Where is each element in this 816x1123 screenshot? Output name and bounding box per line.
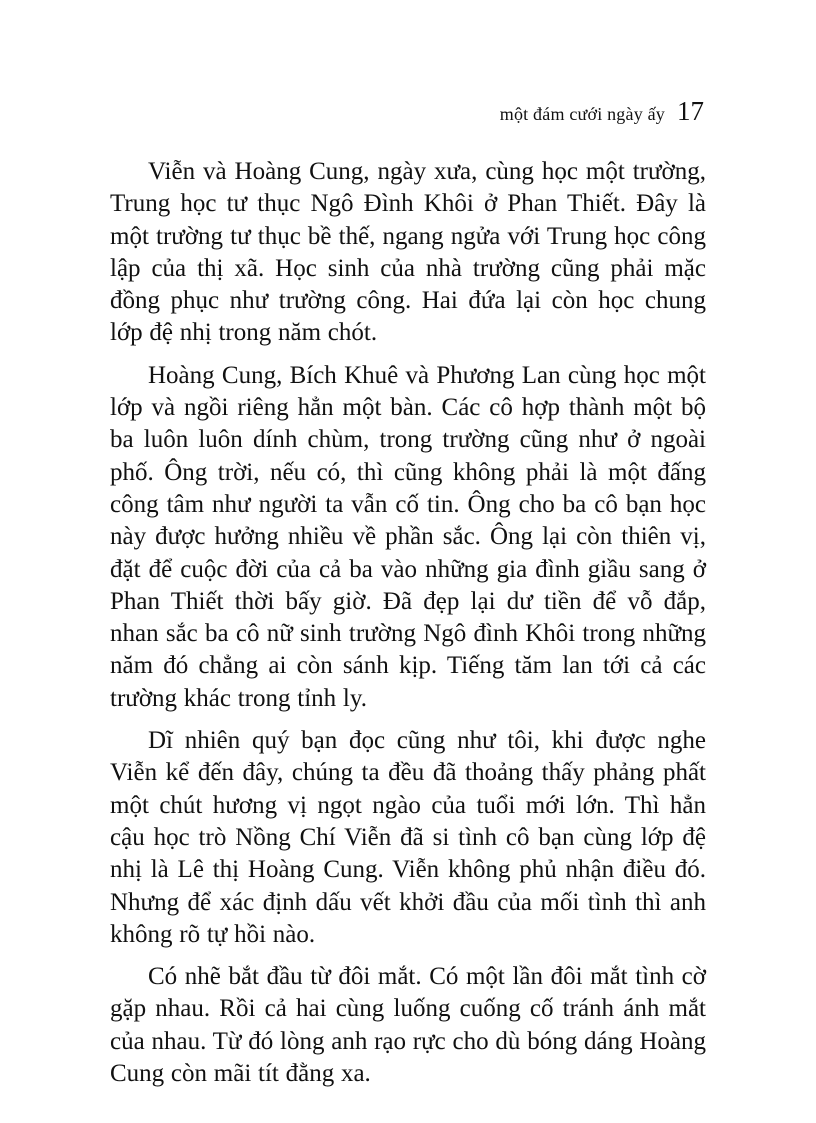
page-number: 17: [677, 96, 704, 126]
paragraph: Có nhẽ bắt đầu từ đôi mắt. Có một lần đôi mắt tình cờ gặp nhau. Rồi cả hai cùng luống cuống cố tránh ánh mắt của nhau. Từ đó lòng anh rạo rực cho dù bóng dáng Hoàng Cung còn mãi tít đằng xa.: [110, 963, 706, 1088]
paragraph: Dĩ nhiên quý bạn đọc cũng như tôi, khi được nghe Viễn kể đến đây, chúng ta đều đã thoảng thấy phảng phất một chút hương vị ngọt ngào của tuổi mới lớn. Thì hẳn cậu học trò Nồng Chí Viễn đã si tình cô bạn cùng lớp đệ nhị là Lê thị Hoàng Cung. Viễn không phủ nhận điều đó. Nhưng để xác định dấu vết khởi đầu của mối tình thì anh không rõ tự hồi nào.: [110, 727, 706, 948]
running-header: [500, 96, 704, 127]
running-title: một đám cưới ngày ấy: [499, 104, 665, 124]
paragraph: Hoàng Cung, Bích Khuê và Phương Lan cùng học một lớp và ngồi riêng hẳn một bàn. Các cô hợp thành một bộ ba luôn luôn dính chùm, trong trường cũng như ở ngoài phố. Ông trời, nếu có, thì cũng không phải là một đấng công tâm như người ta vẫn cố tin. Ông cho ba cô bạn học này được hưởng nhiều về phần sắc. Ông lại còn thiên vị, đặt để cuộc đời của cả ba vào những gia đình giầu sang ở Phan Thiết thời bấy giờ. Đã đẹp lại dư tiền để vỗ đắp, nhan sắc ba cô nữ sinh trường Ngô đình Khôi trong những năm đó chẳng ai còn sánh kịp. Tiếng tăm lan tới cả các trường khác trong tỉnh ly.: [110, 361, 706, 712]
paragraph: Viễn và Hoàng Cung, ngày xưa, cùng học một trường, Trung học tư thục Ngô Đình Khôi ở Phan Thiết. Đây là một trường tư thục bề thế, ngang ngửa với Trung học công lập của thị xã. Học sinh của nhà trường cũng phải mặc đồng phục như trường công. Hai đứa lại còn học chung lớp đệ nhị trong năm chót.: [110, 158, 706, 347]
body-text: [110, 156, 706, 1100]
